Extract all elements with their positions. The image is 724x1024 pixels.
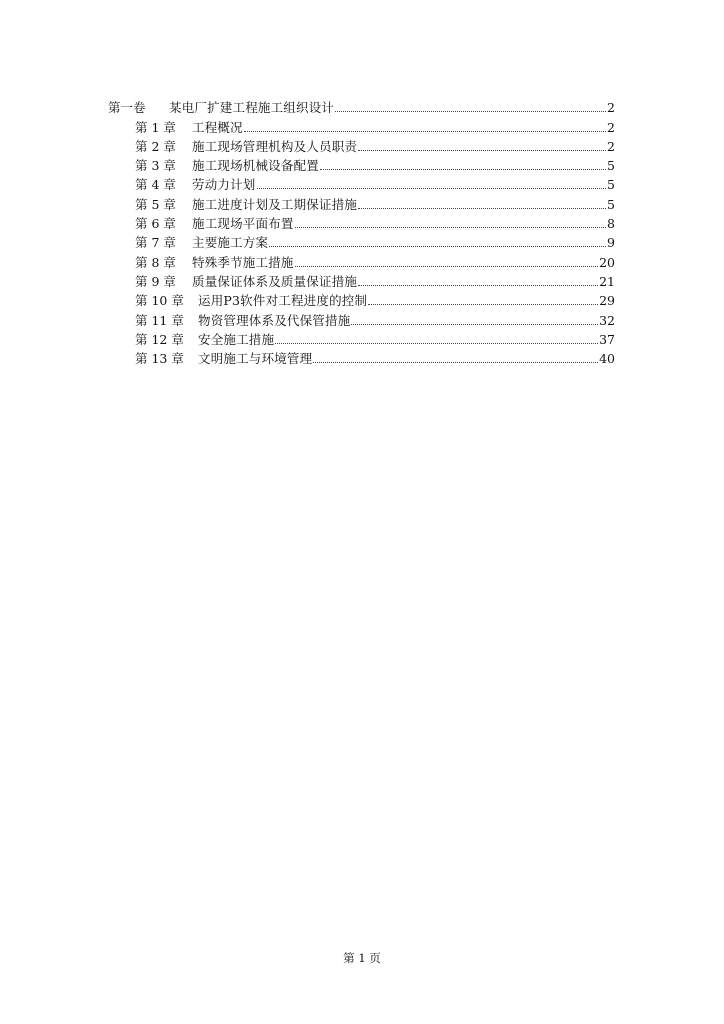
toc-entry-title: 物资管理体系及代保管措施 <box>198 312 351 328</box>
toc-entry-chapter-1[interactable] <box>108 115 615 134</box>
toc-entry-page: 2 <box>607 100 615 116</box>
toc-entry-title: 运用P3软件对工程进度的控制 <box>198 293 368 309</box>
toc-entry-title: 施工现场平面布置 <box>192 216 294 232</box>
page-number-footer: 第 1 页 <box>343 951 381 965</box>
toc-entry-title: 某电厂扩建工程施工组织设计 <box>169 100 335 116</box>
toc-dot-leader <box>295 225 606 228</box>
toc-entry-page: 29 <box>599 293 615 309</box>
toc-entry-title: 工程概况 <box>192 119 243 135</box>
toc-entry-chapter-9[interactable] <box>108 270 615 289</box>
toc-dot-leader <box>358 148 606 151</box>
toc-entry-page: 20 <box>599 254 615 270</box>
toc-entry-title: 施工进度计划及工期保证措施 <box>192 196 358 212</box>
toc-dot-leader <box>320 167 606 170</box>
table-of-contents <box>108 96 615 366</box>
toc-dot-leader <box>269 244 606 247</box>
toc-entry-number: 第 2 章 <box>135 138 176 154</box>
toc-entry-number: 第 7 章 <box>135 235 176 251</box>
toc-dot-leader <box>358 283 598 286</box>
toc-entry-volume-1[interactable] <box>108 96 615 115</box>
toc-entry-number: 第 4 章 <box>135 177 176 193</box>
toc-entry-number: 第 6 章 <box>135 216 176 232</box>
toc-entry-number: 第 10 章 <box>135 293 184 309</box>
toc-entry-chapter-11[interactable] <box>108 308 615 327</box>
toc-entry-page: 5 <box>607 177 615 193</box>
toc-entry-page: 5 <box>607 158 615 174</box>
toc-entry-chapter-6[interactable] <box>108 212 615 231</box>
toc-entry-title: 主要施工方案 <box>192 235 269 251</box>
toc-entry-page: 21 <box>599 273 615 289</box>
toc-entry-page: 40 <box>599 351 615 367</box>
toc-entry-chapter-7[interactable] <box>108 231 615 250</box>
toc-entry-title: 劳动力计划 <box>192 177 256 193</box>
toc-entry-chapter-3[interactable] <box>108 154 615 173</box>
toc-entry-title: 施工现场管理机构及人员职责 <box>192 138 358 154</box>
toc-dot-leader <box>275 341 598 344</box>
toc-entry-page: 2 <box>607 119 615 135</box>
toc-entry-page: 9 <box>607 235 615 251</box>
toc-entry-chapter-12[interactable] <box>108 328 615 347</box>
toc-entry-title: 安全施工措施 <box>198 331 275 347</box>
toc-dot-leader <box>257 186 607 189</box>
toc-entry-number: 第 13 章 <box>135 351 184 367</box>
toc-entry-number: 第 9 章 <box>135 273 176 289</box>
toc-entry-page: 8 <box>607 216 615 232</box>
toc-entry-chapter-10[interactable] <box>108 289 615 308</box>
toc-entry-number: 第 1 章 <box>135 119 176 135</box>
toc-entry-number: 第 11 章 <box>135 312 184 328</box>
toc-entry-title: 施工现场机械设备配置 <box>192 158 320 174</box>
toc-entry-title: 文明施工与环境管理 <box>198 351 313 367</box>
toc-entry-chapter-13[interactable] <box>108 347 615 366</box>
toc-entry-chapter-5[interactable] <box>108 192 615 211</box>
toc-entry-chapter-2[interactable] <box>108 135 615 154</box>
toc-entry-title: 质量保证体系及质量保证措施 <box>192 273 358 289</box>
toc-entry-number: 第 12 章 <box>135 331 184 347</box>
toc-dot-leader <box>244 129 606 132</box>
toc-entry-number: 第 3 章 <box>135 158 176 174</box>
toc-dot-leader <box>358 206 606 209</box>
toc-entry-page: 2 <box>607 138 615 154</box>
toc-entry-number: 第 5 章 <box>135 196 176 212</box>
toc-dot-leader <box>368 302 598 305</box>
toc-dot-leader <box>335 109 606 112</box>
toc-entry-number: 第一卷 <box>108 100 146 116</box>
toc-entry-title: 特殊季节施工措施 <box>192 254 294 270</box>
toc-entry-chapter-4[interactable] <box>108 173 615 192</box>
toc-dot-leader <box>295 264 598 267</box>
toc-entry-page: 32 <box>599 312 615 328</box>
toc-entry-page: 37 <box>599 331 615 347</box>
toc-dot-leader <box>351 322 598 325</box>
toc-entry-chapter-8[interactable] <box>108 250 615 269</box>
toc-entry-number: 第 8 章 <box>135 254 176 270</box>
toc-entry-page: 5 <box>607 196 615 212</box>
toc-dot-leader <box>313 360 598 363</box>
